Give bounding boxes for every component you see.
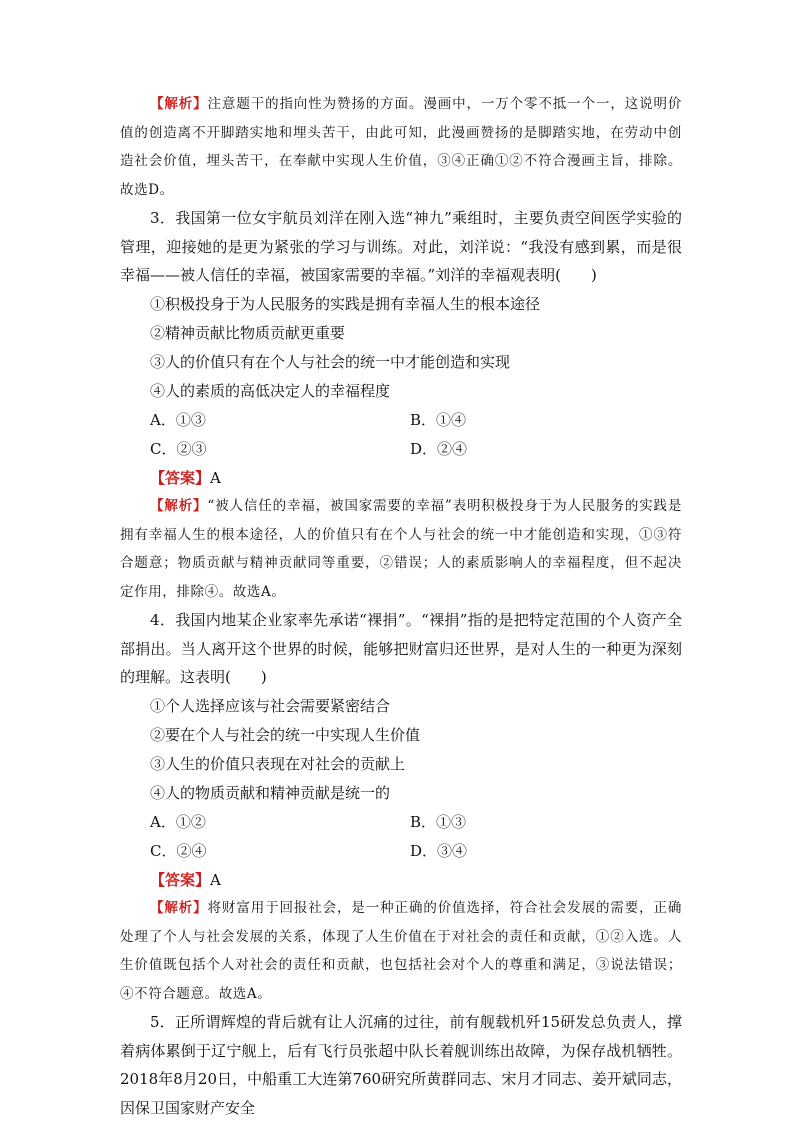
analysis-text: 注意题干的指向性为赞扬的方面。漫画中，一万个零不抵一个一，这说明价值的创造离不开脚踏实地和埋头苦干，由此可知，此漫画赞扬的是脚踏实地，在劳动中创造社会价值，埋头苦干，在奉献中实现人生价值，③④正确①②不符合漫画主旨，排除。故选D。 [120,96,682,198]
q4-analysis-text: 将财富用于回报社会，是一种正确的价值选择，符合社会发展的需要，正确处理了个人与社会发展的关系，体现了人生价值在于对社会的责任和贡献，①②入选。人生价值既包括个人对社会的责任和贡献，也包括社会对个人的尊重和满足，③说法错误；④不符合题意。故选A。 [120,900,682,1002]
analysis-tag: 【解析】 [150,96,208,112]
q3-option-4: ④人的素质的高低决定人的幸福程度 [150,381,391,400]
question-5-stem: 5．正所谓辉煌的背后就有让人沉痛的过往，前有舰载机歼15研发总负责人，撑着病体累倒于辽宁舰上，后有飞行员张超中队长着舰训练出故障，为保存战机牺牲。2018年8月20日，中船重工大连第760研究所黄群同志、宋月才同志、姜开斌同志，因保卫国家财产安全 [120,1013,682,1117]
q4-choices-row-1 [150,808,682,837]
q3-choice-c: C．②③ [150,439,207,458]
q3-choice-a: A．①③ [150,410,206,429]
q4-option-4: ④人的物质贡献和精神贡献是统一的 [150,783,391,802]
q3-choice-b: B．①④ [410,410,467,429]
q4-analysis [120,894,682,1008]
q3-choice-d: D．②④ [410,439,468,458]
q4-option-3: ③人生的价值只表现在对社会的贡献上 [150,754,406,773]
q4-choice-d: D．③④ [410,841,468,860]
q3-analysis [120,492,682,606]
q3-answer [120,464,682,493]
answer-tag: 【答案】 [150,468,211,487]
q4-choice-b: B．①③ [410,812,467,831]
analysis-paragraph-q2 [120,90,682,204]
q4-choices-row-2 [150,837,682,866]
q4-choice-c: C．②④ [150,841,207,860]
q3-analysis-text: “被人信任的幸福，被国家需要的幸福”表明积极投身于为人民服务的实践是拥有幸福人生的根本途径，人的价值只有在个人与社会的统一中才能创造和实现，①③符合题意；物质贡献与精神贡献同等重要，②错误；人的素质影响人的幸福程度，但不起决定作用，排除④。故选A。 [120,498,682,600]
analysis-tag: 【解析】 [150,900,208,916]
q4-option-2: ②要在个人与社会的统一中实现人生价值 [150,725,421,744]
q4-answer [120,866,682,895]
question-4-stem: 4．我国内地某企业家率先承诺“裸捐”。“裸捐”指的是把特定范围的个人资产全部捐出。当人离开这个世界的时候，能够把财富归还世界，是对人生的一种更为深刻的理解。这表明( ) [120,611,682,686]
q4-option-1: ①个人选择应该与社会需要紧密结合 [150,696,391,715]
q3-option-1: ①积极投身于为人民服务的实践是拥有幸福人生的根本途径 [150,294,541,313]
q4-answer-value: A [210,870,221,889]
q3-choices-row-2 [150,435,682,464]
question-3-stem: 3．我国第一位女宇航员刘洋在刚入选“神九”乘组时，主要负责空间医学实验的管理，迎接她的是更为紧张的学习与训练。对此，刘洋说：“我没有感到累，而是很幸福——被人信任的幸福，被国家需要的幸福。”刘洋的幸福观表明( ) [120,209,682,284]
analysis-tag: 【解析】 [150,498,208,514]
q3-option-2: ②精神贡献比物质贡献更重要 [150,323,346,342]
q3-option-3: ③人的价值只有在个人与社会的统一中才能创造和实现 [150,352,511,371]
q3-answer-value: A [210,468,221,487]
answer-tag: 【答案】 [150,870,211,889]
q4-choice-a: A．①② [150,812,206,831]
q3-choices-row-1 [150,406,682,435]
document-content [120,90,682,1122]
